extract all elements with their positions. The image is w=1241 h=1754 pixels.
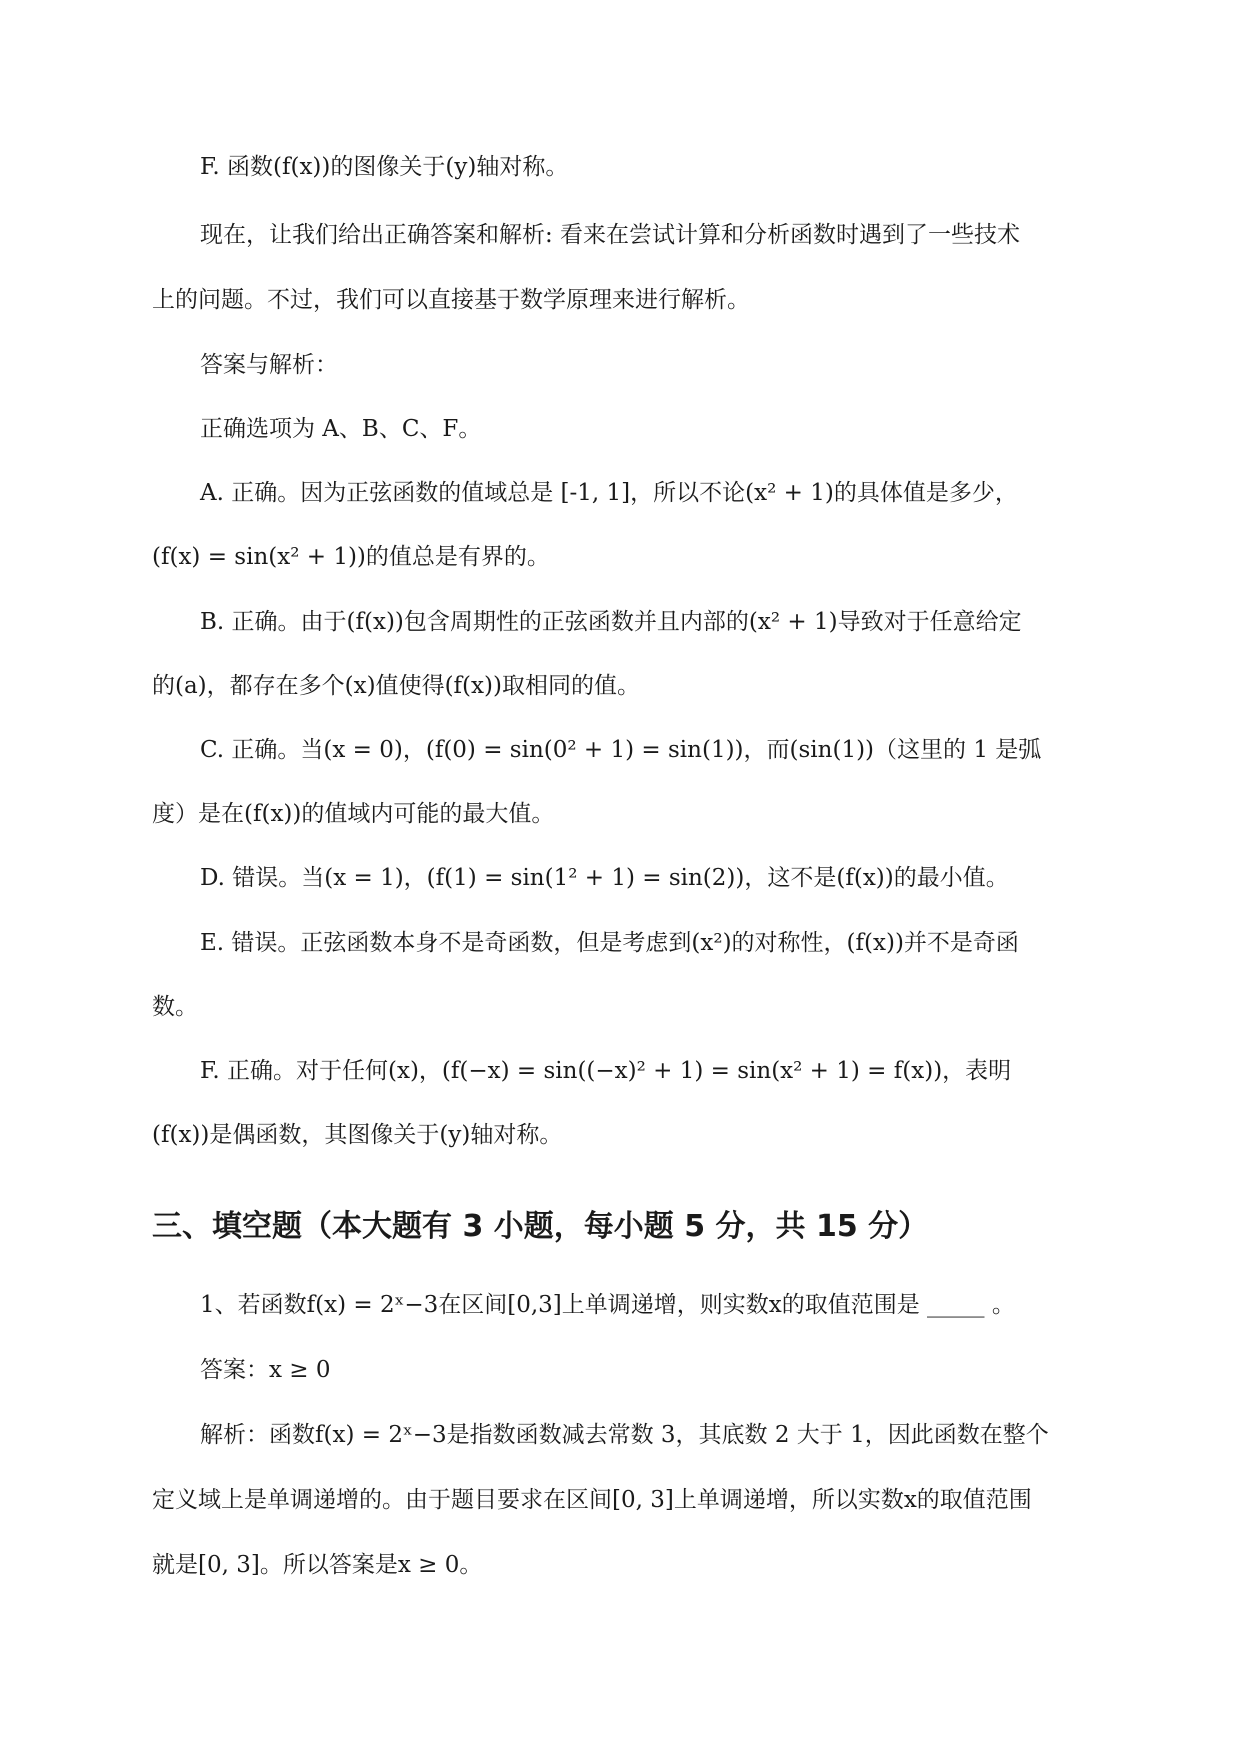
explanation-c-line-1: C. 正确。当(x = 0)，(f(0) = sin(0² + 1) = sin(1))，而(sin(1))（这里的 1 是弧	[200, 737, 1042, 763]
explanation-b-line-2: 的(a)，都存在多个(x)值使得(f(x))取相同的值。	[152, 673, 640, 699]
explanation-e-line-2: 数。	[152, 994, 198, 1020]
section-heading: 三、填空题（本大题有 3 小题，每小题 5 分，共 15 分）	[152, 1209, 929, 1244]
correct-options-line: 正确选项为 A、B、C、F。	[200, 416, 482, 442]
explanation-b-line-1: B. 正确。由于(f(x))包含周期性的正弦函数并且内部的(x² + 1)导致对于任意给定	[200, 609, 1022, 635]
intro-paragraph-line-2: 上的问题。不过，我们可以直接基于数学原理来进行解析。	[152, 287, 750, 313]
explanation-c-line-2: 度）是在(f(x))的值域内可能的最大值。	[152, 801, 555, 827]
analysis-line-1: 解析：函数f(x) = 2ˣ−3是指数函数减去常数 3，其底数 2 大于 1，因此函数在整个	[200, 1422, 1049, 1448]
explanation-a-line-2: (f(x) = sin(x² + 1))的值总是有界的。	[152, 544, 550, 570]
explanation-f-line-2: (f(x))是偶函数，其图像关于(y)轴对称。	[152, 1122, 563, 1148]
explanation-e-line-1: E. 错误。正弦函数本身不是奇函数，但是考虑到(x²)的对称性，(f(x))并不是奇函	[200, 930, 1019, 956]
analysis-line-2: 定义域上是单调递增的。由于题目要求在区间[0, 3]上单调递增，所以实数x的取值范围	[152, 1487, 1032, 1513]
answer-line: 答案：x ≥ 0	[200, 1357, 331, 1383]
analysis-line-3: 就是[0, 3]。所以答案是x ≥ 0。	[152, 1552, 483, 1578]
intro-paragraph-line-1: 现在，让我们给出正确答案和解析: 看来在尝试计算和分析函数时遇到了一些技术	[200, 222, 1021, 248]
explanation-a-line-1: A. 正确。因为正弦函数的值域总是 [-1, 1]，所以不论(x² + 1)的具体值是多少，	[200, 480, 1018, 506]
explanation-f-line-1: F. 正确。对于任何(x)，(f(−x) = sin((−x)² + 1) = sin(x² + 1) = f(x))，表明	[200, 1058, 1012, 1084]
explanation-d-line: D. 错误。当(x = 1)，(f(1) = sin(1² + 1) = sin(2))，这不是(f(x))的最小值。	[200, 865, 1009, 891]
answer-analysis-label: 答案与解析：	[200, 352, 338, 378]
question-1: 1、若函数f(x) = 2ˣ−3在区间[0,3]上单调递增，则实数x的取值范围是 _____ 。	[200, 1292, 1015, 1318]
option-f-statement: F. 函数(f(x))的图像关于(y)轴对称。	[200, 154, 569, 180]
